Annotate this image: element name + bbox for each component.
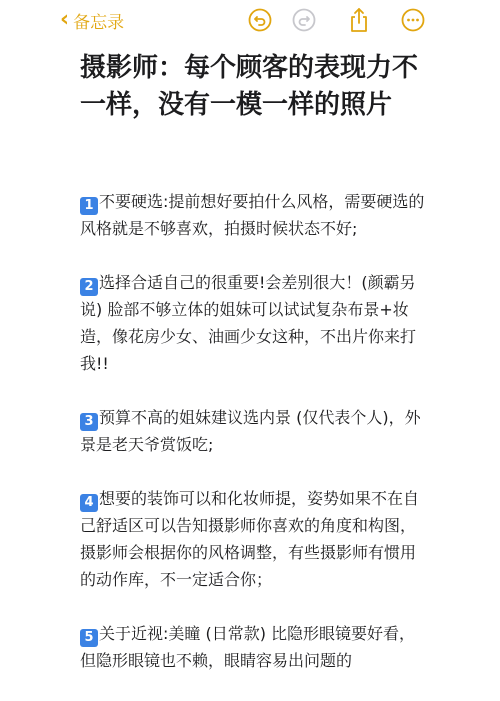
note-item-3 bbox=[80, 404, 425, 458]
redo-icon bbox=[292, 8, 316, 32]
note-item-text: 选择合适自己的很重要!会差别很大！(颜霸另说) 脸部不够立体的姐妹可以试试复杂布景+妆造，像花房少女、油画少女这种，不出片你来打我!! bbox=[80, 273, 417, 373]
number-badge-2: 2 bbox=[80, 278, 98, 296]
more-icon bbox=[401, 8, 425, 32]
note-item-4 bbox=[80, 485, 425, 593]
back-button[interactable] bbox=[60, 6, 124, 34]
back-label: 备忘录 bbox=[73, 12, 125, 33]
note-title[interactable]: 摄影师：每个顾客的表现力不一样，没有一模一样的照片 bbox=[80, 53, 419, 120]
toolbar bbox=[0, 0, 500, 40]
number-badge-1: 1 bbox=[80, 197, 98, 215]
share-icon bbox=[347, 7, 371, 33]
note-item-text: 预算不高的姐妹建议选内景 (仅代表个人)，外景是老天爷赏饭吃; bbox=[80, 408, 421, 454]
more-button[interactable] bbox=[400, 7, 426, 33]
share-button[interactable] bbox=[346, 7, 372, 33]
note-item-text: 想要的装饰可以和化妆师提，姿势如果不在自己舒适区可以告知摄影师你喜欢的角度和构图，摄影师会根据你的风格调整，有些摄影师有惯用的动作库，不一定适合你； bbox=[80, 489, 420, 589]
note-item-2 bbox=[80, 269, 425, 377]
note-body[interactable] bbox=[80, 188, 425, 701]
note-item-1 bbox=[80, 188, 425, 242]
undo-icon bbox=[248, 8, 272, 32]
number-badge-3: 3 bbox=[80, 413, 98, 431]
number-badge-5: 5 bbox=[80, 629, 98, 647]
chevron-left-icon: ‹ bbox=[60, 7, 70, 32]
number-badge-4: 4 bbox=[80, 494, 98, 512]
undo-button[interactable] bbox=[247, 7, 273, 33]
note-item-5 bbox=[80, 620, 425, 674]
note-item-text: 不要硬选:提前想好要拍什么风格，需要硬选的风格就是不够喜欢，拍摄时候状态不好; bbox=[80, 192, 425, 238]
redo-button[interactable] bbox=[291, 7, 317, 33]
note-item-text: 关于近视:美瞳 (日常款) 比隐形眼镜要好看，但隐形眼镜也不赖，眼睛容易出问题的 bbox=[80, 624, 416, 670]
